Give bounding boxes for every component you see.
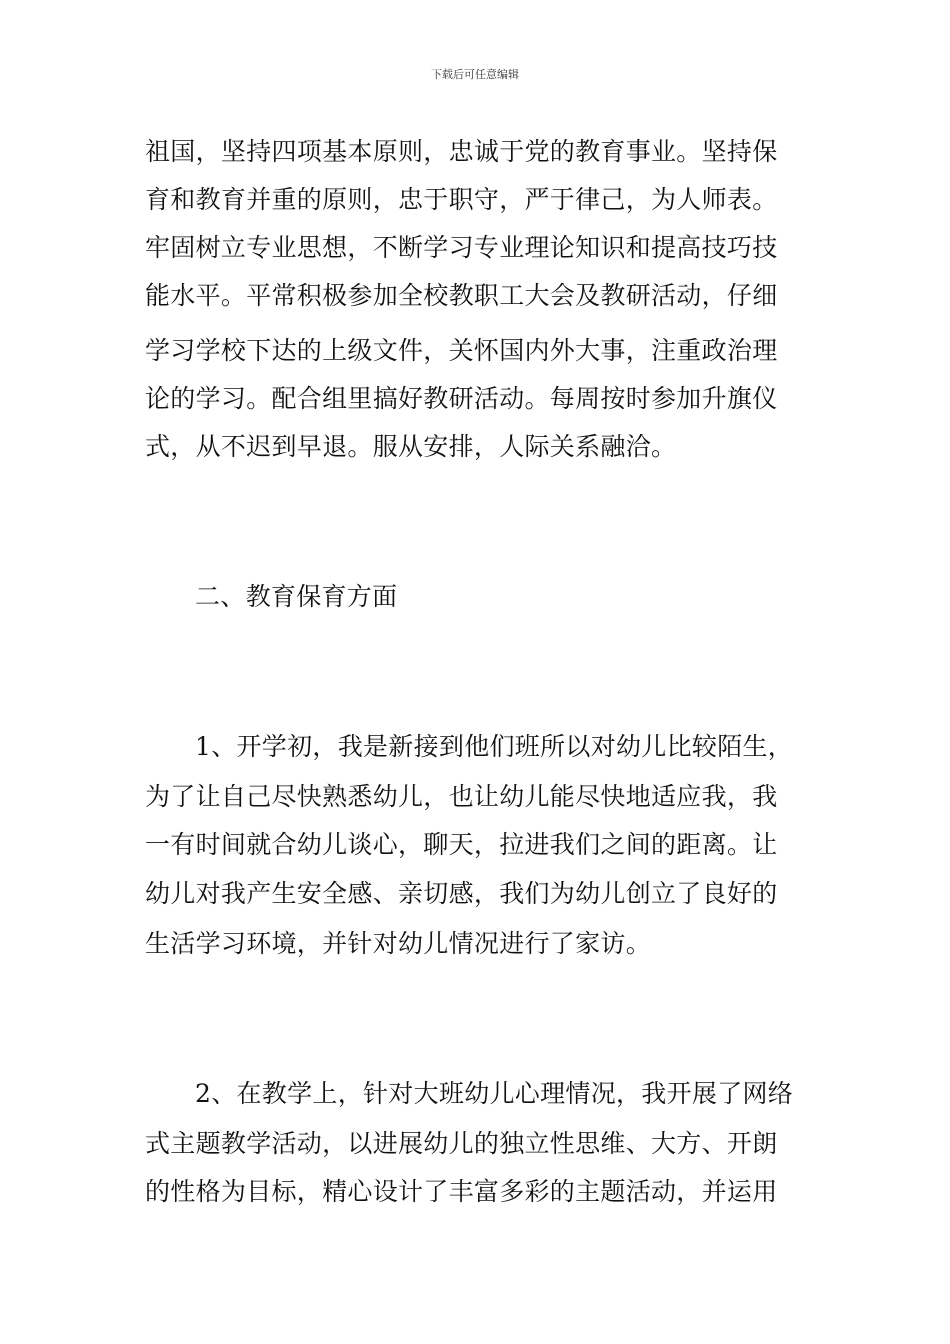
text-line: 学习学校下达的上级文件，关怀国内外大事，注重政治理 (145, 336, 778, 365)
text-line: 论的学习。配合组里搞好教研活动。每周按时参加升旗仪 (145, 384, 778, 413)
text-line: 能水平。平常积极参加全校教职工大会及教研活动，仔细 (145, 281, 778, 310)
page-header: 下载后可任意编辑 (431, 68, 519, 81)
text-line: 一有时间就合幼儿谈心，聊天，拉进我们之间的距离。让 (145, 830, 778, 859)
text-line: 育和教育并重的原则，忠于职守，严于律己，为人师表。 (145, 185, 778, 214)
section-heading: 二、教育保育方面 (195, 582, 398, 611)
text-line: 幼儿对我产生安全感、亲切感，我们为幼儿创立了良好的 (145, 879, 778, 908)
text-line: 式主题教学活动，以进展幼儿的独立性思维、大方、开朗 (145, 1129, 778, 1158)
text-line: 祖国，坚持四项基本原则，忠诚于党的教育事业。坚持保 (145, 137, 778, 166)
text-line: 式，从不迟到早退。服从安排，人际关系融洽。 (145, 432, 677, 461)
text-line: 1、开学初，我是新接到他们班所以对幼儿比较陌生， (195, 732, 794, 761)
text-line: 牢固树立专业思想，不断学习专业理论知识和提高技巧技 (145, 233, 778, 262)
text-line: 2、在教学上，针对大班幼儿心理情况，我开展了网络 (195, 1079, 794, 1108)
text-line: 生活学习环境，并针对幼儿情况进行了家访。 (145, 929, 652, 958)
text-line: 为了让自己尽快熟悉幼儿，也让幼儿能尽快地适应我，我 (145, 782, 778, 811)
text-line: 的性格为目标，精心设计了丰富多彩的主题活动，并运用 (145, 1177, 778, 1206)
